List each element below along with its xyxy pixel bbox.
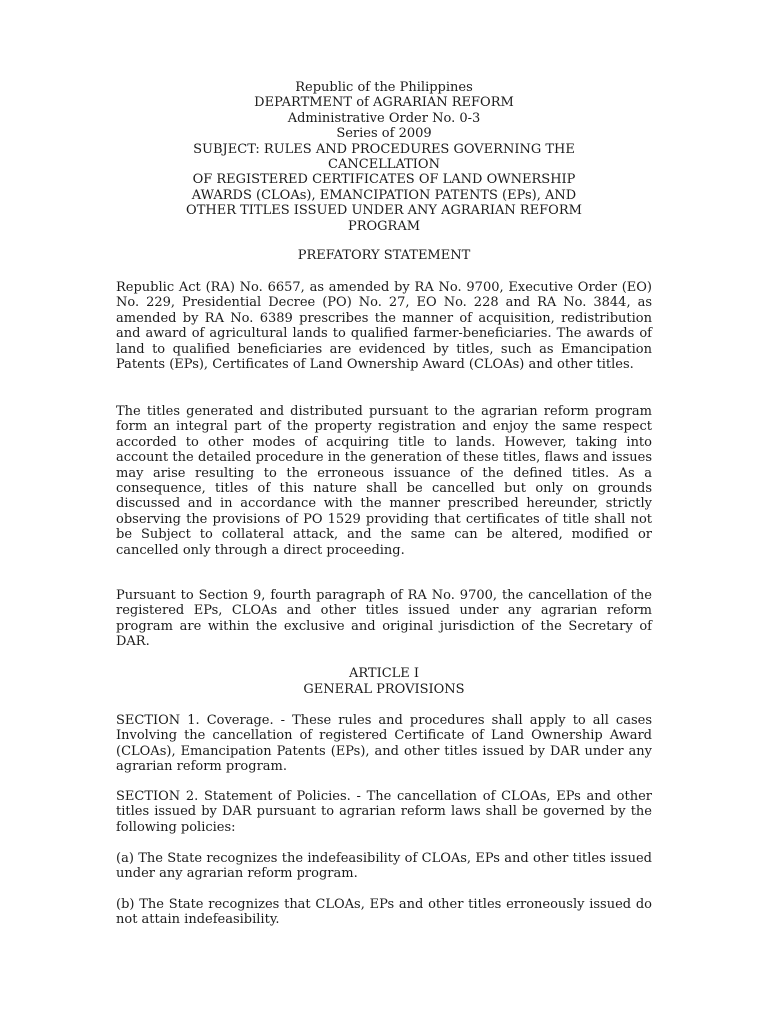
policy-item-a: (a) The State recognizes the indefeasibility of CLOAs, EPs and other titles issued under any agrarian reform program. — [116, 851, 652, 882]
article-title: GENERAL PROVISIONS — [303, 682, 465, 697]
header-order-number: Administrative Order No. 0-3 — [287, 110, 481, 126]
policy-item-b: (b) The State recognizes that CLOAs, EPs and other titles erroneously issued do not attain indefeasibility. — [116, 897, 652, 928]
header-republic: Republic of the Philippines — [295, 80, 473, 95]
prefatory-paragraph-1: Republic Act (RA) No. 6657, as amended by RA No. 9700, Executive Order (EO) No. 229, Presidential Decree (PO) No. 27, EO No. 228 and RA No. 3844, as amended by RA No. 6389 prescribes the manner of acquisition, redistribution and award of agricultural lands to qualified farmer-beneficiaries. The awards of land to qualified beneficiaries are evidenced by titles, such as Emancipation Patents (EPs), Certificates of Land Ownership Award (CLOAs) and other titles. — [116, 280, 652, 373]
header-department: DEPARTMENT of AGRARIAN REFORM — [254, 95, 514, 111]
prefatory-paragraph-2: The titles generated and distributed pursuant to the agrarian reform program form an integral part of the property registration and enjoy the same respect accorded to other modes of acquiring title to lands. However, taking into account the detailed procedure in the generation of these titles, flaws and issues may arise resulting to the erroneous issuance of the defined titles. As a consequence, titles of this nature shall be cancelled but only on grounds discussed and in accordance with the manner prescribed hereunder, strictly observing the provisions of PO 1529 providing that certificates of title shall not be Subject to collateral attack, and the same can be altered, modified or cancelled only through a direct proceeding. — [116, 404, 652, 558]
prefatory-heading: PREFATORY STATEMENT — [297, 248, 471, 263]
header-subject-line-5: OTHER TITLES ISSUED UNDER ANY AGRARIAN REFORM — [186, 203, 582, 219]
header-subject-line-6: PROGRAM — [347, 218, 421, 234]
header-subject-line-2: CANCELLATION — [328, 157, 440, 173]
header-subject-line-1: SUBJECT: RULES AND PROCEDURES GOVERNING THE — [193, 141, 575, 157]
header-subject-line-3: OF REGISTERED CERTIFICATES OF LAND OWNERSHIP — [192, 172, 576, 188]
section-1-coverage: SECTION 1. Coverage. - These rules and procedures shall apply to all cases Involving the cancellation of registered Certificate of Land Ownership Award (CLOAs), Emancipation Patents (EPs), and other titles issued by DAR under any agrarian reform program. — [116, 713, 652, 775]
header-subject-line-4: AWARDS (CLOAs), EMANCIPATION PATENTS (EPs), AND — [191, 187, 577, 203]
prefatory-paragraph-3: Pursuant to Section 9, fourth paragraph of RA No. 9700, the cancellation of the registered EPs, CLOAs and other titles issued under any agrarian reform program are within the exclusive and original jurisdiction of the Secretary of DAR. — [116, 588, 652, 650]
article-number: ARTICLE I — [348, 666, 420, 681]
document-header — [116, 80, 652, 234]
header-series: Series of 2009 — [336, 126, 432, 142]
section-2-policies: SECTION 2. Statement of Policies. - The cancellation of CLOAs, EPs and other titles issued by DAR pursuant to agrarian reform laws shall be governed by the following policies: — [116, 789, 652, 835]
